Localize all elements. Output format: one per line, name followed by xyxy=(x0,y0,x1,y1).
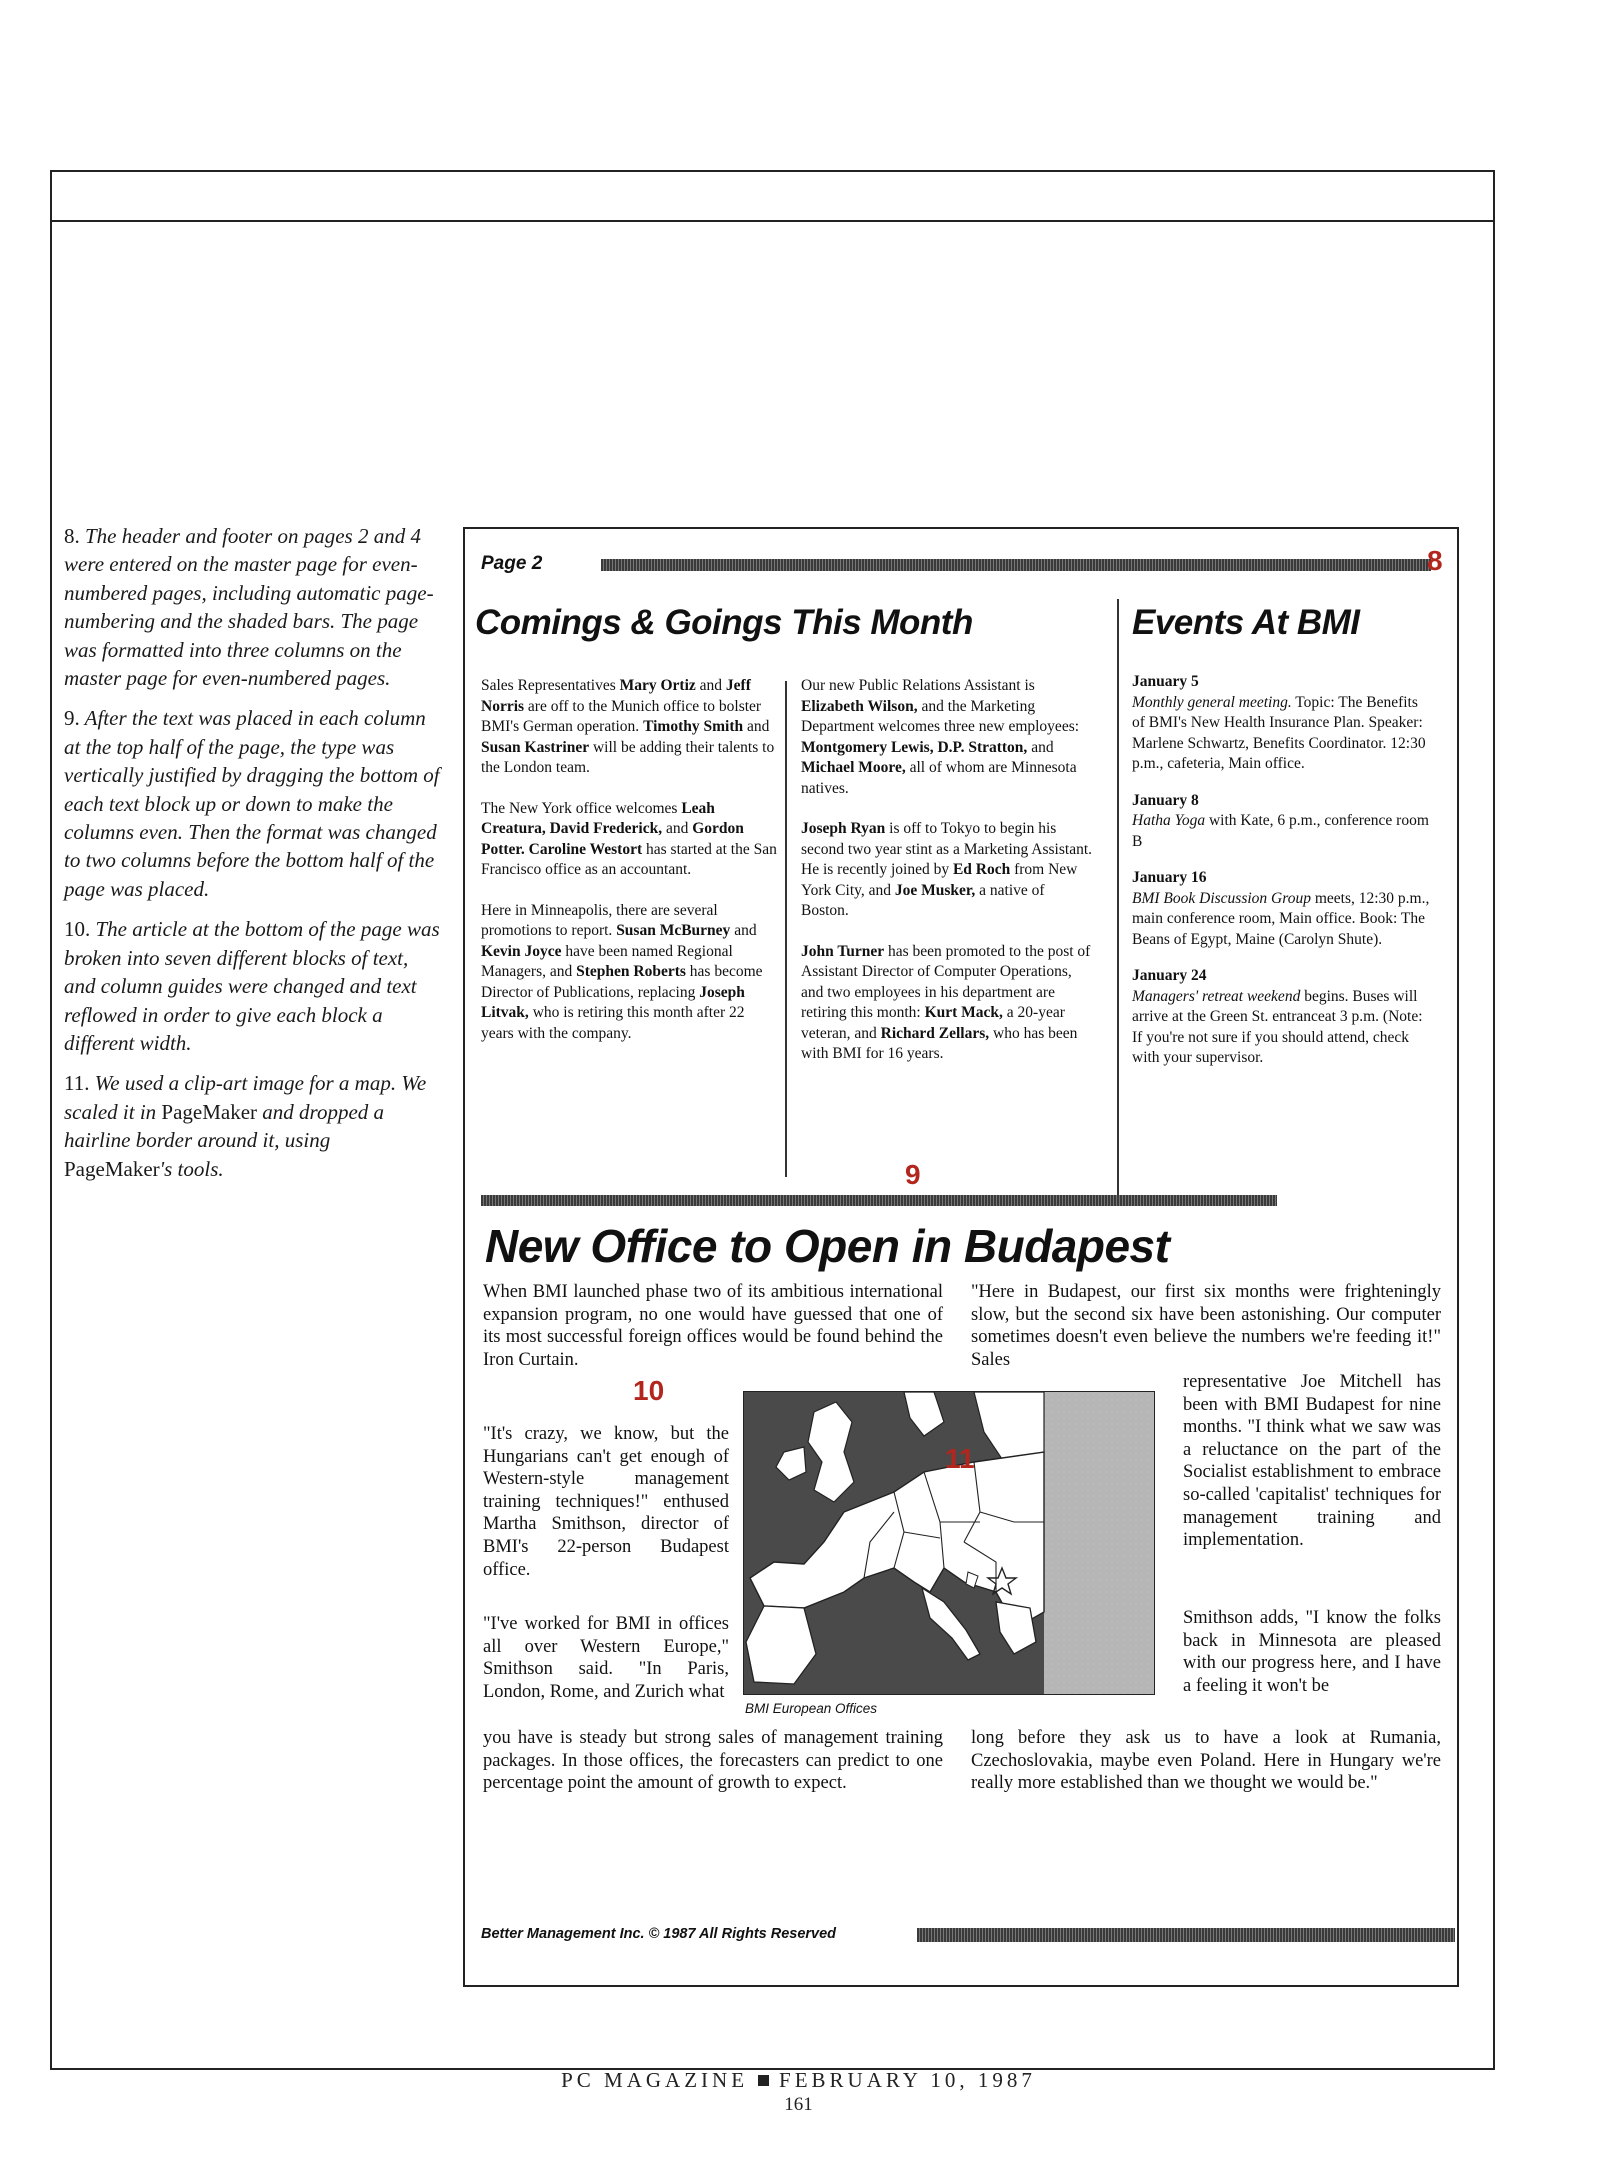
comings-paragraph: Our new Public Relations Assistant is Elizabeth Wilson, and the Marketing Department welcomes three new employees: Montgomery Lewis, D.P. Stratton, and Michael Moore, all of whom are Minnesota natives. xyxy=(801,677,1080,797)
person-name: Susan Kastriner xyxy=(481,738,590,756)
comings-title: Comings & Goings This Month xyxy=(475,603,973,642)
annotation-text: We used a clip-art image for a map. We scaled it in xyxy=(64,1071,427,1124)
person-name: Joseph Litvak, xyxy=(481,983,745,1021)
page-footer xyxy=(481,1924,1441,1948)
article-right-mid: representative Joe Mitchell has been with BMI Budapest for nine months. "I think what we saw was a reluctance on the part of the Socialist establishment to embrace so-called 'capitalist' techniques for management training and implementation. xyxy=(1183,1372,1441,1551)
page-number: 161 xyxy=(784,2094,813,2115)
person-name: Mary Ortiz xyxy=(619,677,696,694)
person-name: Michael Moore, xyxy=(801,759,906,776)
person-name: Richard Zellars, xyxy=(880,1024,990,1042)
person-name: Leah Creatura, David Frederick, xyxy=(481,799,715,837)
annotation-text: The header and footer on pages 2 and 4 were entered on the master page for even-numbered pages, including automatic page-numbering and the shaded bars. The page was formatted into three columns on the master page for even-numbered pages. xyxy=(64,524,434,691)
person-name: Kurt Mack, xyxy=(924,1004,1003,1021)
event-date: January 24 xyxy=(1132,967,1207,984)
annotation-text: and dropped a hairline border around it, using xyxy=(64,1099,385,1153)
person-name: Susan McBurney xyxy=(616,922,731,939)
event-details: Topic: The Benefits of BMI's New Health Insurance Plan. Speaker: Marlene Schwartz, Benefits Coordinator. 12:30 p.m., cafeteria, Main office. xyxy=(1132,693,1426,772)
event-title: BMI Book Discussion Group xyxy=(1132,889,1311,907)
person-name: Jeff Norris xyxy=(481,677,751,715)
header-shaded-bar xyxy=(601,559,1431,571)
person-name: Stephen Roberts xyxy=(576,963,686,980)
comings-column-2 xyxy=(801,676,1093,1085)
map-caption: BMI European Offices xyxy=(745,1701,878,1716)
magazine-name: PC MAGAZINE xyxy=(561,2068,749,2092)
callout-8: 8 xyxy=(1427,545,1443,576)
annotation-10 xyxy=(64,915,442,1057)
article-right-top: "Here in Budapest, our first six months were frighteningly slow, but the second six have been astonishing. Our computer sometimes doesn't even believe the numbers we're feeding it!" Sales xyxy=(971,1282,1441,1370)
event-details: with Kate, 6 p.m., conference room B xyxy=(1132,812,1429,850)
person-name: Timothy Smith xyxy=(643,718,744,735)
article-quote-2: "I've worked for BMI in offices all over Western Europe," Smithson said. "In Paris, London, Rome, and Zurich what xyxy=(483,1614,729,1702)
annotation-number: 10. xyxy=(64,917,91,942)
person-name: Gordon Potter. Caroline Westort xyxy=(481,820,744,858)
events-title: Events At BMI xyxy=(1132,603,1360,642)
comings-paragraph: Joseph Ryan is off to Tokyo to begin his second two year stint as a Marketing Assistant. He is recently joined by Ed Roch from New York City, and Joe Musker, a native of Boston. xyxy=(801,820,1093,919)
annotation-8 xyxy=(64,522,442,692)
top-rule xyxy=(50,220,1495,222)
event-date: January 8 xyxy=(1132,791,1199,809)
comings-column-1 xyxy=(481,676,777,1064)
event-date: January 5 xyxy=(1132,673,1199,690)
person-name: Ed Roch xyxy=(952,861,1011,878)
annotation-11 xyxy=(64,1069,442,1183)
event-item xyxy=(1132,966,1432,1069)
annotation-text: The article at the bottom of the page was broken into seven different blocks of text, and column guides were changed and text reflowed in order to give each block a different width. xyxy=(64,917,440,1055)
article-bottom-left: you have is steady but strong sales of management training packages. In those offices, the forecasters can predict to one percentage point the amount of growth to expect. xyxy=(483,1728,943,1794)
article-quote-1: "It's crazy, we know, but the Hungarians can't get enough of Western-style management training techniques!" enthused Martha Smithson, director of BMI's 22-person Budapest office. xyxy=(483,1424,729,1580)
person-name: Elizabeth Wilson, xyxy=(801,697,918,715)
annotation-text: After the text was placed in each column at the top half of the page, the type was vertically justified by dragging the bottom of each text block up or down to make the columns even. Then the format was changed to two columns before the bottom half of the page was placed. xyxy=(64,706,440,901)
article-intro: When BMI launched phase two of its ambitious international expansion program, no one would have guessed that one of its most successful foreign offices would be found behind the Iron Curtain. xyxy=(483,1282,943,1370)
column-rule xyxy=(1117,599,1119,1203)
event-title: Hatha Yoga xyxy=(1132,812,1206,829)
event-date: January 16 xyxy=(1132,869,1207,886)
person-name: Joseph Ryan xyxy=(801,820,886,837)
article-headline: New Office to Open in Budapest xyxy=(485,1220,1170,1272)
article-right-mid-2: Smithson adds, "I know the folks back in Minnesota are pleased with our progress here, and I have a feeling it won't be xyxy=(1183,1608,1441,1696)
app-name: PageMaker xyxy=(161,1099,258,1124)
event-item xyxy=(1132,672,1432,775)
event-title: Managers' retreat weekend xyxy=(1132,987,1301,1005)
comings-paragraph: John Turner has been promoted to the post of Assistant Director of Computer Operations, and two employees in his department are retiring this month: Kurt Mack, a 20-year veteran, and Richard Zellars, who has been with BMI for 16 years. xyxy=(801,942,1091,1062)
event-details: meets, 12:30 p.m., main conference room, Main office. Book: The Beans of Egypt, Maine (Carolyn Shute). xyxy=(1132,889,1430,948)
person-name: John Turner xyxy=(801,942,885,960)
callout-10: 10 xyxy=(633,1375,665,1406)
page-header xyxy=(481,553,1441,575)
footer-copyright: Better Management Inc. © 1987 All Rights Reserved xyxy=(481,1926,837,1942)
callout-9: 9 xyxy=(905,1159,921,1190)
column-rule xyxy=(785,681,787,1177)
comings-paragraph: Sales Representatives Mary Ortiz and Jeff Norris are off to the Munich office to bolster BMI's German operation. Timothy Smith and Susan Kastriner will be adding their talents to the London team. xyxy=(481,677,775,776)
comings-paragraph: The New York office welcomes Leah Creatura, David Frederick, and Gordon Potter. Caroline Westort has started at the San Francisco office as an accountant. xyxy=(481,799,777,878)
events-column xyxy=(1132,672,1432,1085)
annotation-number: 8. xyxy=(64,524,80,548)
magazine-footer xyxy=(0,2068,1597,2093)
magazine-date: FEBRUARY 10, 1987 xyxy=(779,2068,1036,2092)
annotation-number: 11. xyxy=(64,1071,90,1096)
europe-map xyxy=(743,1391,1155,1695)
callout-11: 11 xyxy=(945,1443,975,1474)
annotation-9 xyxy=(64,704,442,903)
event-details: begins. Buses will arrive at the Green St. entranceat 3 p.m. (Note: If you're not sure if you should attend, check with your supervisor. xyxy=(1132,987,1423,1066)
annotations-column xyxy=(64,522,442,1195)
person-name: Joe Musker, xyxy=(894,881,976,899)
section-shaded-bar xyxy=(481,1195,1277,1206)
annotation-number: 9. xyxy=(64,706,80,731)
event-item xyxy=(1132,791,1432,853)
comings-paragraph: Here in Minneapolis, there are several promotions to report. Susan McBurney and Kevin Joyce have been named Regional Managers, and Stephen Roberts has become Director of Publications, replacing Joseph Litvak, who is retiring this month after 22 years with the company. xyxy=(481,901,763,1042)
app-name: PageMaker xyxy=(64,1156,160,1181)
person-name: Kevin Joyce xyxy=(481,942,562,960)
footer-shaded-bar xyxy=(917,1928,1455,1942)
person-name: Montgomery Lewis, D.P. Stratton, xyxy=(801,738,1028,756)
event-item xyxy=(1132,868,1432,950)
page-label: Page 2 xyxy=(481,553,543,574)
newsletter-page xyxy=(463,527,1459,1987)
article-bottom-right: long before they ask us to have a look at Rumania, Czechoslovakia, maybe even Poland. Here in Hungary we're really more established than we thought we would be." xyxy=(971,1728,1441,1794)
event-title: Monthly general meeting. xyxy=(1132,693,1292,711)
annotation-text: 's tools. xyxy=(159,1156,224,1181)
bullet-square-icon xyxy=(758,2075,769,2086)
europe-map-icon xyxy=(744,1392,1155,1695)
